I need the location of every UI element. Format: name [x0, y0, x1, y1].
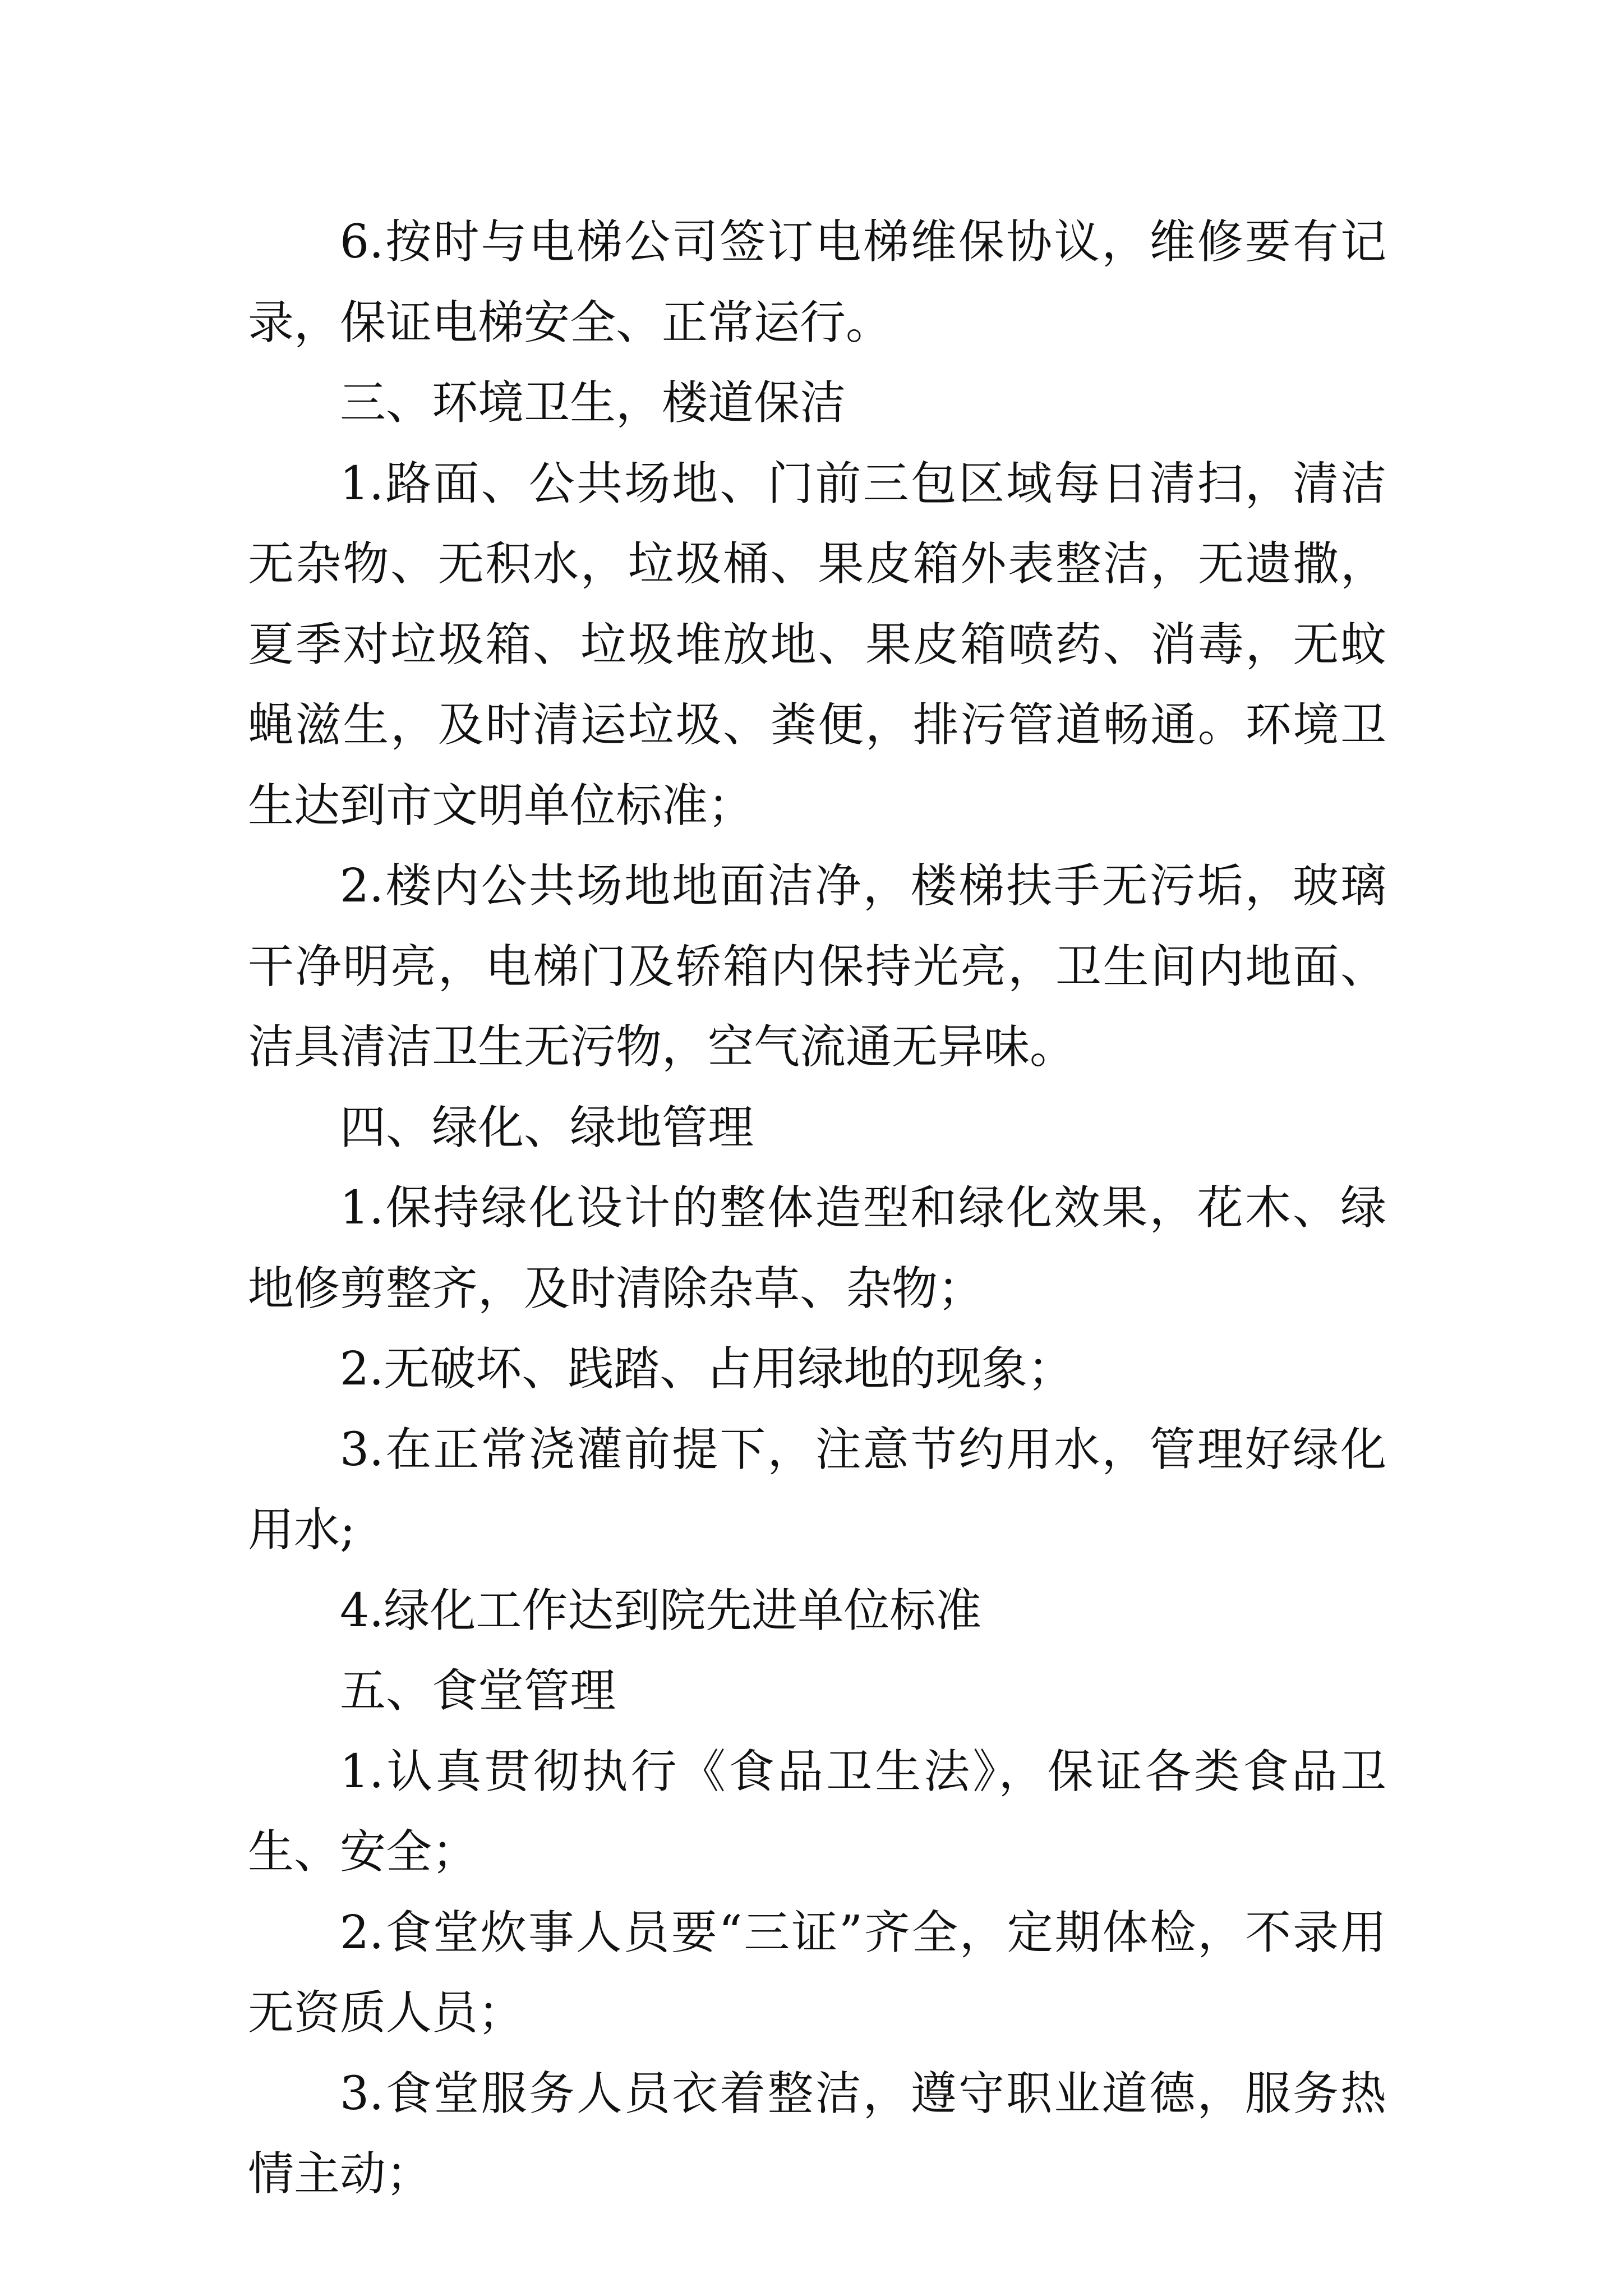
paragraph-water-saving: 3.在正常浇灌前提下，注意节约用水，管理好绿化用水;	[248, 1423, 1386, 1557]
paragraph-elevator-maintenance: 6.按时与电梯公司签订电梯维保协议，维修要有记录，保证电梯安全、正常运行。	[248, 215, 1386, 349]
paragraph-greening-design: 1.保持绿化设计的整体造型和绿化效果，花木、绿地修剪整齐，及时清除杂草、杂物；	[248, 1181, 1386, 1315]
paragraph-kitchen-staff: 2.食堂炊事人员要“三证”齐全，定期体检，不录用无资质人员；	[248, 1906, 1386, 2040]
paragraph-indoor-cleaning: 2.楼内公共场地地面洁净，楼梯扶手无污垢，玻璃干净明亮，电梯门及轿箱内保持光亮，卫生间内地面、洁具清洁卫生无污物，空气流通无异味。	[248, 859, 1386, 1074]
section-heading-sanitation: 三、环境卫生，楼道保洁	[340, 376, 846, 430]
section-heading-canteen: 五、食堂管理	[340, 1664, 616, 1718]
paragraph-greening-protection: 2.无破坏、践踏、占用绿地的现象；	[340, 1342, 1074, 1396]
section-heading-greening: 四、绿化、绿地管理	[340, 1101, 754, 1154]
paragraph-road-cleaning: 1.路面、公共场地、门前三包区域每日清扫，清洁无杂物、无积水，垃圾桶、果皮箱外表整洁，无遗撒，夏季对垃圾箱、垃圾堆放地、果皮箱喷药、消毒，无蚊蝇滋生，及时清运垃圾、粪便，排污管道畅通。环境卫生达到市文明单位标准；	[248, 457, 1386, 832]
paragraph-greening-standard: 4.绿化工作达到院先进单位标准	[340, 1584, 982, 1637]
document-body	[248, 202, 1386, 2215]
paragraph-service-staff: 3.食堂服务人员衣着整洁，遵守职业道德，服务热情主动；	[248, 2067, 1386, 2201]
paragraph-food-hygiene-law: 1.认真贯彻执行《食品卫生法》，保证各类食品卫生、安全；	[248, 1745, 1386, 1879]
